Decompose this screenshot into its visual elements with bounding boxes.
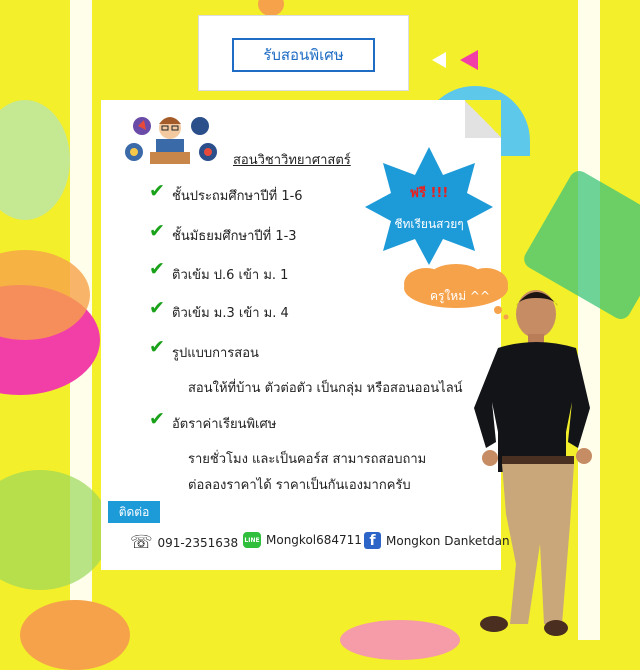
background-triangle-white [432,52,446,68]
check-icon: ✔ [149,220,165,242]
contact-line[interactable] [243,532,362,548]
list-item-primary: ชั้นประถมศึกษาปีที่ 1-6 [172,189,303,204]
facebook-name: Mongkon Danketdan [386,533,510,548]
list-item-p6-m1: ติวเข้ม ป.6 เข้า ม. 1 [172,268,289,283]
teacher-photo [464,286,614,640]
rates-line-2: ต่อลองราคาได้ ราคาเป็นกันเองมากครับ [188,478,411,493]
line-icon: LINE [243,532,261,548]
contact-label: ติดต่อ [108,501,160,523]
phone-number: 091-2351638 [157,535,239,550]
background-blob-orange-bottom [20,600,130,670]
background-blob-green [0,470,110,590]
check-icon: ✔ [149,297,165,319]
badge-sheet-text: ชีทเรียนสวยๆ [394,217,464,231]
background-blob-orange-top [258,0,284,16]
check-icon: ✔ [149,258,165,280]
badge-free-text: ฟรี !!! [409,186,449,201]
title-card [199,16,408,90]
list-item-teaching-format: รูปแบบการสอน [172,346,259,361]
facebook-icon: f [364,532,381,549]
contact-phone[interactable] [130,532,238,553]
check-icon: ✔ [149,180,165,202]
teaching-format-detail: สอนให้ที่บ้าน ตัวต่อตัว เป็นกลุ่ม หรือสอนออนไลน์ [188,381,463,396]
speech-bubble-text: ครูใหม่ ^^ [429,289,491,303]
star-badge-icon [363,145,495,267]
check-icon: ✔ [149,336,165,358]
list-item-rates: อัตราค่าเรียนพิเศษ [172,417,277,432]
phone-icon: ☏ [130,532,153,553]
page-title: รับสอนพิเศษ [232,38,375,72]
background-blob-pink-bottom [340,620,460,660]
list-item-secondary: ชั้นมัธยมศึกษาปีที่ 1-3 [172,229,297,244]
page-fold-corner [465,100,501,138]
line-id: Mongkol684711 [266,533,362,547]
background-triangle-pink [460,50,478,70]
background-blob-cyan [0,100,70,220]
teacher-illustration-icon [120,112,220,168]
rates-line-1: รายชั่วโมง และเป็นคอร์ส สามารถสอบถาม [188,452,427,467]
check-icon: ✔ [149,408,165,430]
list-item-m3-m4: ติวเข้ม ม.3 เข้า ม. 4 [172,306,289,321]
subject-heading: สอนวิชาวิทยาศาสตร์ [233,153,351,168]
